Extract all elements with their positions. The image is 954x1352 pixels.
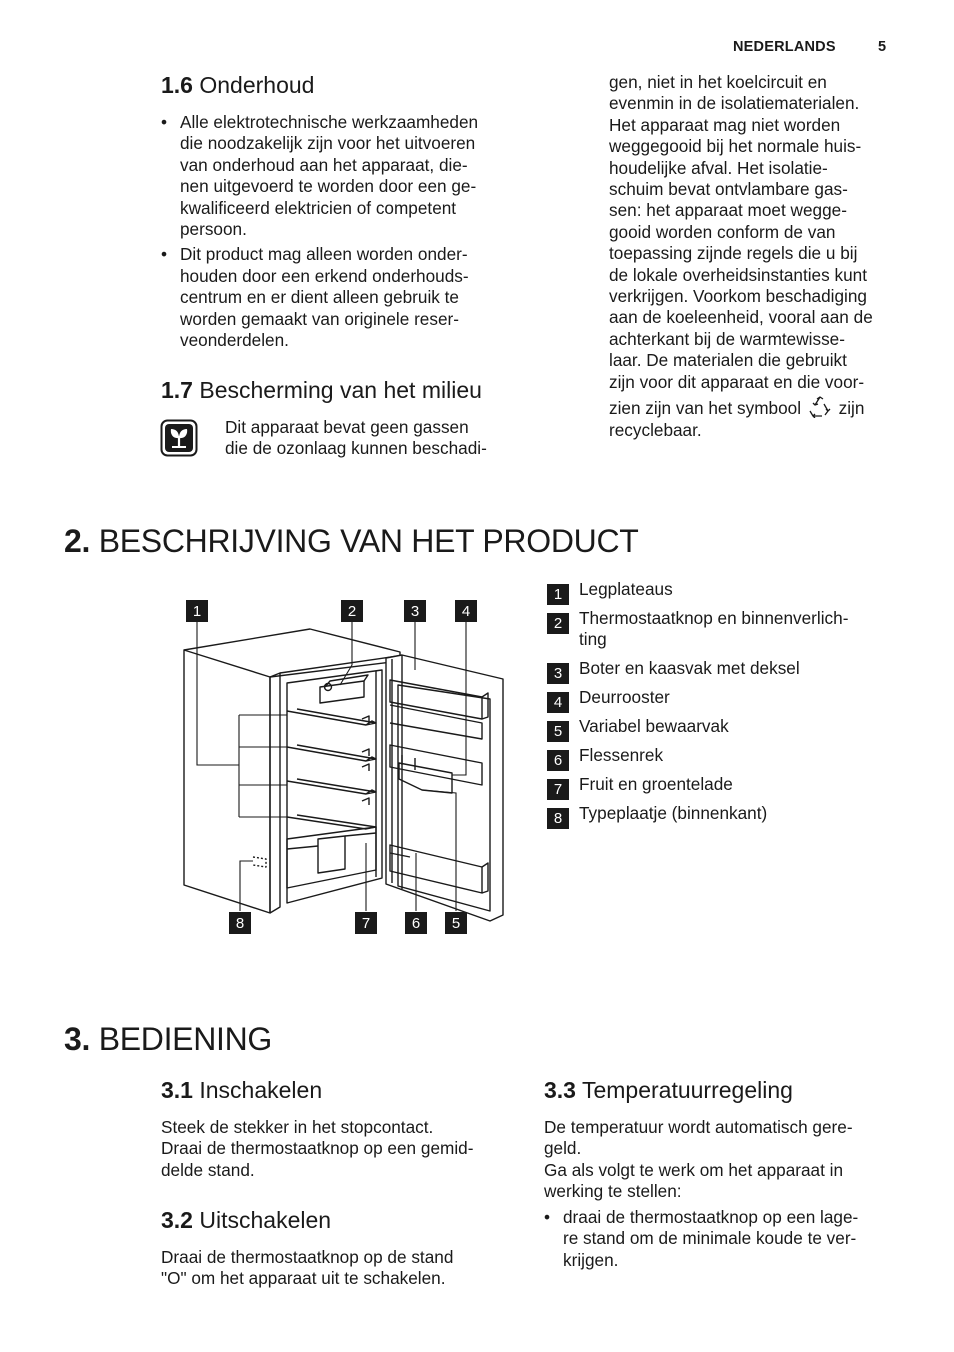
eco-plant-icon xyxy=(160,419,198,457)
heading-number: 1.7 xyxy=(161,377,193,403)
temperature-list xyxy=(544,1207,904,1275)
figure-tag-2: 2 xyxy=(341,600,363,622)
temperature-text: De temperatuur wordt automatisch gere- geld. Ga als volgt te werk om het apparaat in werking te stellen: xyxy=(544,1117,853,1202)
parts-legend xyxy=(547,579,907,832)
figure-tag-8: 8 xyxy=(229,912,251,934)
chapter-number: 2. xyxy=(64,523,91,559)
switch-off-text: Draai de thermostaatknop op de stand "O" om het apparaat uit te schakelen. xyxy=(161,1247,454,1289)
figure-tag-7: 7 xyxy=(355,912,377,934)
heading-title: Bescherming van het milieu xyxy=(199,377,482,403)
figure-tag-4: 4 xyxy=(455,600,477,622)
legend-item: 2 Thermostaatknop en binnenverlich- ting xyxy=(547,608,907,650)
list-item: • Dit product mag alleen worden onder- houden door een erkend onderhouds- centrum en er dient alleen gebruik te worden gemaakt van originele reser- veonderdelen. xyxy=(161,244,521,351)
chapter-title: BEDIENING xyxy=(98,1021,273,1057)
legend-item: 1 Legplateaus xyxy=(547,579,907,600)
heading-3-3 xyxy=(544,1077,793,1104)
list-item: • Alle elektrotechnische werkzaamheden die noodzakelijk zijn voor het uitvoeren van onderhoud aan het apparaat, die- nen uitgevoerd te worden door een ge- kwalificeerd elektricien of competent persoon. xyxy=(161,112,521,240)
chapter-title: BESCHRIJVING VAN HET PRODUCT xyxy=(98,523,639,559)
maintenance-list xyxy=(161,112,521,355)
legend-item: 7 Fruit en groentelade xyxy=(547,774,907,795)
figure-tag-3: 3 xyxy=(404,600,426,622)
figure-tag-6: 6 xyxy=(405,912,427,934)
heading-number: 3.3 xyxy=(544,1077,576,1103)
switch-on-text: Steek de stekker in het stopcontact. Draai de thermostaatknop op een gemid- delde stand. xyxy=(161,1117,474,1180)
heading-title: Temperatuurregeling xyxy=(581,1077,793,1103)
environment-continued: gen, niet in het koelcircuit en evenmin in de isolatiematerialen. Het apparaat mag niet worden weggegooid bij het normale huis- houdelijke afval. Het isolatie- schuim bevat ontvlambare gas- sen: het apparaat moet wegge- gooid worden conform de van toepassing zijnde regels die u bij de lokale overheidsinstanties kunt verkrijgen. Voorkom beschadiging aan de koeleenheid, vooral aan de achterkant bij de warmtewisse- laar. De materialen die gebruikt zijn voor dit apparaat en die voor- zien zijn van het symbool zijn recyclebaar. xyxy=(609,72,873,440)
heading-title: Inschakelen xyxy=(199,1077,323,1103)
heading-number: 3.2 xyxy=(161,1207,193,1233)
list-item: • draai de thermostaatknop op een lage- re stand om de minimale koude te ver- krijgen. xyxy=(544,1207,904,1271)
heading-number: 3.1 xyxy=(161,1077,193,1103)
legend-item: 3 Boter en kaasvak met deksel xyxy=(547,658,907,679)
heading-number: 1.6 xyxy=(161,72,193,98)
figure-tag-1: 1 xyxy=(186,600,208,622)
environment-intro: Dit apparaat bevat geen gassen die de ozonlaag kunnen beschadi- xyxy=(225,417,487,459)
recycle-icon xyxy=(808,396,832,418)
legend-item: 8 Typeplaatje (binnenkant) xyxy=(547,803,907,824)
chapter-number: 3. xyxy=(64,1021,91,1057)
chapter-2-heading xyxy=(64,523,639,560)
heading-1-6 xyxy=(161,72,314,99)
heading-title: Uitschakelen xyxy=(199,1207,332,1233)
fridge-diagram xyxy=(170,595,520,940)
figure-tag-5: 5 xyxy=(445,912,467,934)
heading-3-2 xyxy=(161,1207,331,1234)
legend-item: 5 Variabel bewaarvak xyxy=(547,716,907,737)
page-number: 5 xyxy=(878,39,887,55)
symbol-sentence: zien zijn van het symbool xyxy=(609,398,802,419)
running-header-language: NEDERLANDS xyxy=(733,39,836,55)
heading-title: Onderhoud xyxy=(199,72,315,98)
heading-3-1 xyxy=(161,1077,322,1104)
heading-1-7 xyxy=(161,377,482,404)
chapter-3-heading xyxy=(64,1021,272,1058)
legend-item: 6 Flessenrek xyxy=(547,745,907,766)
legend-item: 4 Deurrooster xyxy=(547,687,907,708)
